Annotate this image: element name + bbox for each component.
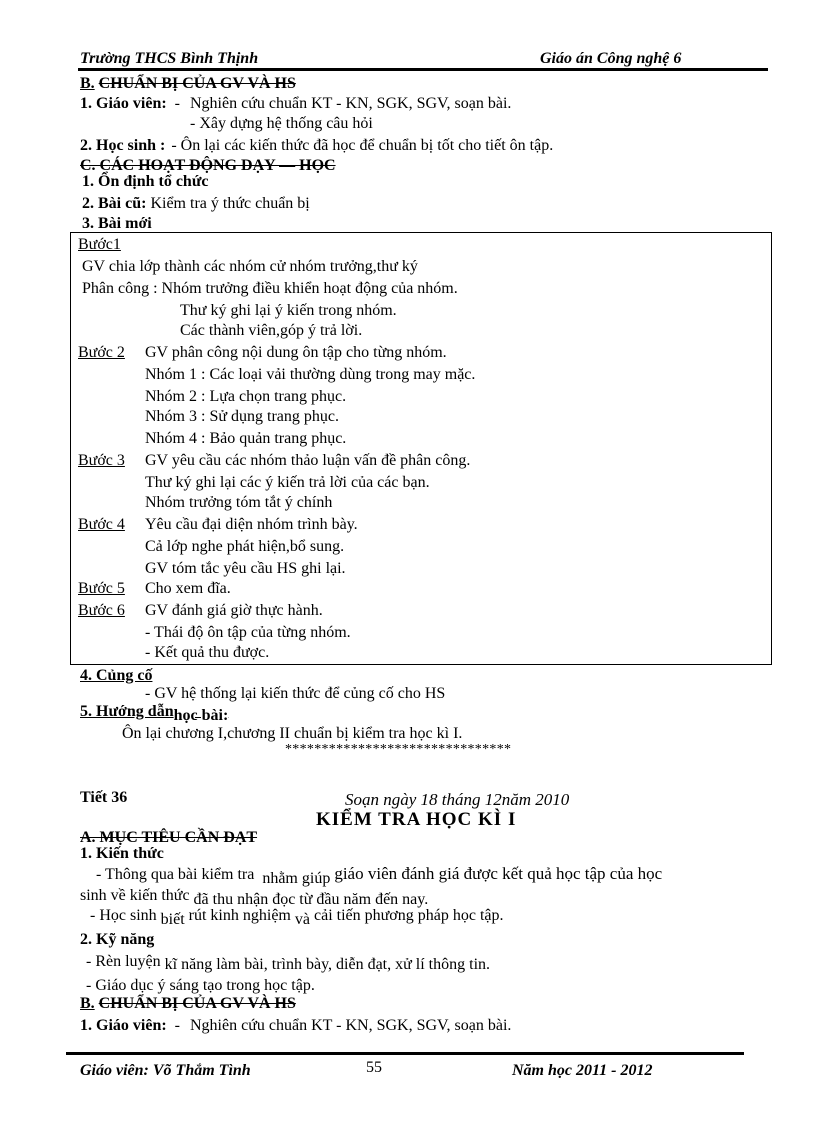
step-3-line: Nhóm trưởng tóm tắt ý chính: [145, 494, 333, 511]
huong-dan-text: Ôn lại chương I,chương II chuẩn bị kiểm tra học kì I.: [122, 725, 463, 742]
footer-rule: [66, 1052, 744, 1055]
step-4-line: Cả lớp nghe phát hiện,bổ sung.: [145, 538, 345, 555]
step-6-line: - Kết quả thu được.: [145, 644, 270, 661]
step-1-line: Các thành viên,góp ý trả lời.: [180, 322, 363, 339]
step-1-label: Bước1: [78, 236, 121, 253]
header-rule: [78, 68, 768, 71]
step-4-line: Yêu cầu đại diện nhóm trình bày.: [145, 516, 358, 533]
step-6-line: GV đánh giá giờ thực hành.: [145, 602, 323, 619]
tiet-label: Tiết 36: [80, 789, 128, 806]
section-b-title: B. CHUẨN BỊ CỦA GV VÀ HS: [80, 75, 296, 92]
huong-dan-label: 5. Hướng dẫnhọc bài:: [80, 703, 229, 724]
step-2-line: GV phân công nội dung ôn tập cho từng nhóm.: [145, 344, 447, 361]
exam-title: KIỂM TRA HỌC KÌ I: [316, 809, 517, 830]
step-1-line: Thư ký ghi lại ý kiến trong nhóm.: [180, 302, 397, 319]
step-6-label: Bước 6: [78, 602, 125, 619]
step-3-line: GV yêu cầu các nhóm thảo luận vấn đề phân công.: [145, 452, 471, 469]
item-bai-moi: 3. Bài mới: [82, 215, 152, 232]
step-2-line: Nhóm 2 : Lựa chọn trang phục.: [145, 388, 347, 405]
kien-thuc-heading: 1. Kiến thức: [80, 845, 164, 862]
kien-thuc-line-2: sinh về kiến thức đã thu nhận đọc từ đầu năm đến nay.: [80, 887, 429, 908]
step-6-line: - Thái độ ôn tập của từng nhóm.: [145, 624, 351, 641]
header-school: Trường THCS Bình Thịnh: [80, 50, 259, 67]
step-2-line: Nhóm 3 : Sử dụng trang phục.: [145, 408, 339, 425]
footer-year: Năm học 2011 - 2012: [512, 1062, 653, 1079]
ky-nang-line-2: - Giáo dục ý sáng tạo trong học tập.: [86, 977, 315, 994]
kien-thuc-line-3: - Học sinh biết rút kinh nghiệm và cải tiến phương pháp học tập.: [90, 907, 504, 928]
step-1-line: Phân công : Nhóm trưởng điều khiển hoạt động của nhóm.: [82, 280, 458, 297]
section-a-title: A. MỤC TIÊU CẦN ĐẠT: [80, 829, 258, 846]
step-4-line: GV tóm tắc yêu cầu HS ghi lại.: [145, 560, 346, 577]
footer-teacher: Giáo viên: Võ Thắm Tình: [80, 1062, 251, 1079]
step-4-label: Bước 4: [78, 516, 125, 533]
step-5-line: Cho xem đĩa.: [145, 580, 231, 597]
page-number: 55: [366, 1059, 382, 1076]
step-1-line: GV chia lớp thành các nhóm cử nhóm trưởng,thư ký: [82, 258, 418, 275]
item-bai-cu: 2. Bài cũ: Kiểm tra ý thức chuẩn bị: [82, 195, 310, 212]
ky-nang-line-1: - Rèn luyện kĩ năng làm bài, trình bày, diễn đạt, xử lí thông tin.: [86, 953, 491, 973]
ky-nang-heading: 2. Kỹ năng: [80, 931, 155, 948]
teacher-line-b2: 1. Giáo viên: - Nghiên cứu chuẩn KT - KN, SGK, SGV, soạn bài.: [80, 1017, 512, 1034]
step-3-line: Thư ký ghi lại các ý kiến trả lời của các bạn.: [145, 474, 430, 491]
header-subject: Giáo án Công nghệ 6: [540, 50, 682, 67]
kien-thuc-line-1: - Thông qua bài kiểm tra nhằm giúp giáo viên đánh giá được kết quả học tập của học: [96, 864, 663, 887]
step-2-line: Nhóm 1 : Các loại vải thường dùng trong may mặc.: [145, 366, 476, 383]
stars-divider: *******************************: [285, 742, 512, 757]
item-on-dinh: 1. Ổn định tổ chức: [82, 173, 209, 190]
step-2-line: Nhóm 4 : Bảo quản trang phục.: [145, 430, 347, 447]
teacher-line: 1. Giáo viên: - Nghiên cứu chuẩn KT - KN, SGK, SGV, soạn bài.: [80, 95, 512, 112]
section-b2-title: B. CHUẨN BỊ CỦA GV VÀ HS: [80, 995, 296, 1012]
teacher-line-2: - Xây dựng hệ thống câu hỏi: [190, 115, 373, 132]
compose-date: Soạn ngày 18 tháng 12năm 2010: [345, 790, 570, 809]
cung-co-label: 4. Củng cố: [80, 667, 153, 684]
step-5-label: Bước 5: [78, 580, 125, 597]
step-3-label: Bước 3: [78, 452, 125, 469]
step-2-label: Bước 2: [78, 344, 125, 361]
section-c-title: C. CÁC HOẠT ĐỘNG DẠY — HỌC: [80, 157, 336, 174]
student-line: 2. Học sinh : - Ôn lại các kiến thức đã học để chuẩn bị tốt cho tiết ôn tập.: [80, 137, 554, 154]
cung-co-text: - GV hệ thống lại kiến thức để củng cố cho HS: [145, 685, 446, 702]
